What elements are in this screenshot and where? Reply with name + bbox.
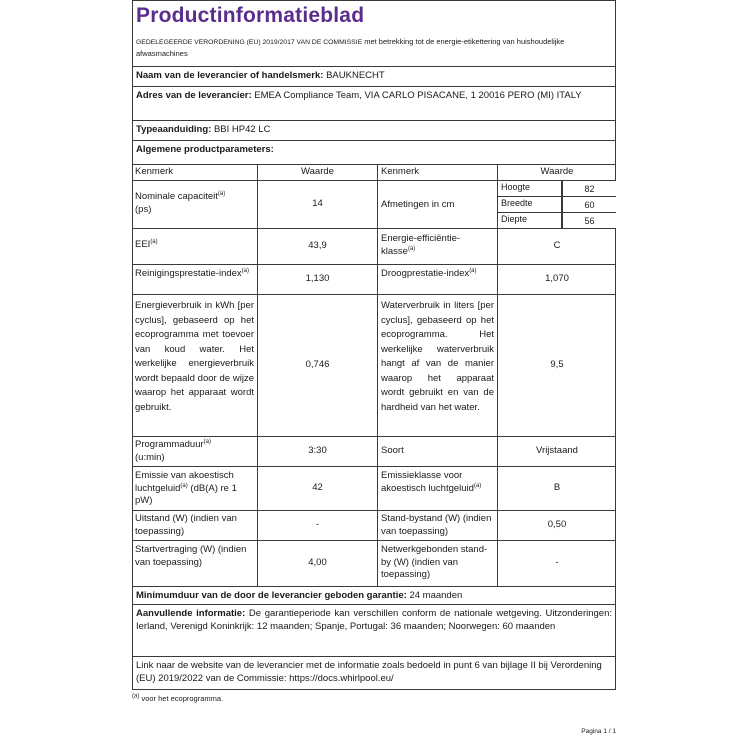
water-value: 9,5 xyxy=(498,295,616,437)
product-information-sheet xyxy=(120,0,616,736)
eclass-label: Energie-efficiëntie-klasse xyxy=(381,233,461,257)
header-waarde-1: Waarde xyxy=(258,165,378,181)
type-label: Soort xyxy=(378,437,498,467)
drying-label: Droogprestatie-index xyxy=(381,268,470,279)
regulation-rest: met betrekking tot de energie-etikettering van huishoudelijke afwasmachines xyxy=(136,37,565,58)
duration-label: Programmaduur xyxy=(135,439,204,450)
capacity-sup: (a) xyxy=(217,190,226,197)
footnote xyxy=(132,694,223,703)
footnote-text: voor het ecoprogramma. xyxy=(141,694,224,703)
eclass-value: C xyxy=(498,229,616,265)
delay-value: 4,00 xyxy=(258,541,378,587)
drying-sup: (a) xyxy=(469,267,477,274)
regulation-caps: GEDELEGEERDE VERORDENING (EU) 2019/2017 VAN DE COMMISSIE xyxy=(136,39,363,46)
type-value: Vrijstaand xyxy=(498,437,616,467)
duration-sup: (a) xyxy=(203,438,211,445)
cleaning-label-cell xyxy=(132,265,258,295)
params-table xyxy=(132,164,616,587)
noise-unit: (dB(A) re 1 pW) xyxy=(135,482,237,506)
warranty-value: 24 maanden xyxy=(409,590,463,601)
address-row xyxy=(132,86,616,118)
warranty-label: Minimumduur van de door de leverancier geboden garantie: xyxy=(136,590,407,601)
extra-info-label: Aanvullende informatie: xyxy=(136,608,246,619)
general-params-label: Algemene productparameters: xyxy=(136,144,274,155)
energy-label: Energieverbruik in kWh [per cyclus], gebaseerd op het ecoprogramma met toevoer van koud water. Het werkelijke energieverbruik wordt bepaald door de wijze waarop het apparaat wordt gebruikt. xyxy=(132,295,258,437)
noise-value: 42 xyxy=(258,467,378,511)
capacity-label: Nominale capaciteit xyxy=(135,191,218,202)
dim-height-value: 82 xyxy=(562,181,616,197)
drying-label-cell xyxy=(378,265,498,295)
noise-label: Emissie van akoestisch luchtgeluid xyxy=(135,470,234,494)
address-label: Adres van de leverancier: xyxy=(136,90,252,101)
noiseclass-label-cell xyxy=(378,467,498,511)
delay-label: Startvertraging (W) (indien van toepassing) xyxy=(132,541,258,587)
eei-label: EEI xyxy=(135,239,151,250)
dim-height-label: Hoogte xyxy=(498,181,562,197)
page-number: Pagina 1 / 1 xyxy=(581,728,616,735)
capacity-unit: (ps) xyxy=(135,203,152,215)
dims-cell xyxy=(498,181,616,229)
duration-label-cell xyxy=(132,437,258,467)
network-value: - xyxy=(498,541,616,587)
noiseclass-label: Emissieklasse voor akoestisch luchtgeluid xyxy=(381,470,474,494)
supplier-row xyxy=(132,66,616,86)
capacity-value: 14 xyxy=(258,181,378,229)
extra-info-value: De garantieperiode kan verschillen conform de nationale wetgeving. Uitzonderingen: Ierland, Verenigd Koninkrijk: 12 maanden; Spanje, Portugal: 36 maanden; Noorwegen: 60 maanden xyxy=(136,608,613,632)
address-value: EMEA Compliance Team, VIA CARLO PISACANE, 1 20016 PERO (MI) ITALY xyxy=(254,90,582,101)
cleaning-value: 1,130 xyxy=(258,265,378,295)
extra-info-row xyxy=(132,604,616,654)
off-label: Uitstand (W) (indien van toepassing) xyxy=(132,511,258,541)
eei-sup: (a) xyxy=(150,238,158,245)
capacity-label-cell xyxy=(132,181,258,229)
noise-sup: (a) xyxy=(180,482,188,489)
energy-value: 0,746 xyxy=(258,295,378,437)
supplier-value: BAUKNECHT xyxy=(326,70,385,81)
duration-unit: (u:min) xyxy=(135,451,165,463)
general-params-heading xyxy=(132,140,616,164)
model-label: Typeaanduiding: xyxy=(136,124,212,135)
footnote-sup: (a) xyxy=(132,693,140,700)
warranty-row xyxy=(132,586,616,606)
dim-depth-value: 56 xyxy=(562,212,616,228)
dim-width-label: Breedte xyxy=(498,196,562,213)
model-row xyxy=(132,120,616,140)
cleaning-label: Reinigingsprestatie-index xyxy=(135,268,242,279)
supplier-link-text: Link naar de website van de leverancier met de informatie zoals bedoeld in punt 6 van bijlage II bij Verordening (EU) 2019/2022 van de Commissie: https://docs.whirlpool.eu/ xyxy=(136,660,602,684)
dim-width-value: 60 xyxy=(562,196,616,213)
standby-label: Stand-bystand (W) (indien van toepassing) xyxy=(378,511,498,541)
off-value: - xyxy=(258,511,378,541)
page-title: Productinformatieblad xyxy=(136,4,365,27)
model-value: BBI HP42 LC xyxy=(213,124,271,135)
standby-value: 0,50 xyxy=(498,511,616,541)
eclass-label-cell xyxy=(378,229,498,265)
cleaning-sup: (a) xyxy=(241,267,250,274)
header-waarde-2: Waarde xyxy=(498,165,616,181)
dims-label: Afmetingen in cm xyxy=(378,181,498,229)
supplier-link-row xyxy=(132,656,616,690)
drying-value: 1,070 xyxy=(498,265,616,295)
regulation-intro xyxy=(136,36,612,59)
noiseclass-sup: (a) xyxy=(473,482,482,489)
noiseclass-value: B xyxy=(498,467,616,511)
header-kenmerk-1: Kenmerk xyxy=(132,165,258,181)
water-label: Waterverbruik in liters [per cyclus], gebaseerd op het ecoprogramma. Het werkelijke waterverbruik hangt af van de manier waarop het apparaat wordt gebruikt en van de hardheid van het water. xyxy=(378,295,498,437)
supplier-label: Naam van de leverancier of handelsmerk: xyxy=(136,70,324,81)
noise-label-cell xyxy=(132,467,258,511)
eclass-sup: (a) xyxy=(407,245,416,252)
header-kenmerk-2: Kenmerk xyxy=(378,165,498,181)
dim-depth-label: Diepte xyxy=(498,212,562,228)
network-label: Netwerkgebonden stand-by (W) (indien van toepassing) xyxy=(378,541,498,587)
eei-label-cell xyxy=(132,229,258,265)
duration-value: 3:30 xyxy=(258,437,378,467)
eei-value: 43,9 xyxy=(258,229,378,265)
